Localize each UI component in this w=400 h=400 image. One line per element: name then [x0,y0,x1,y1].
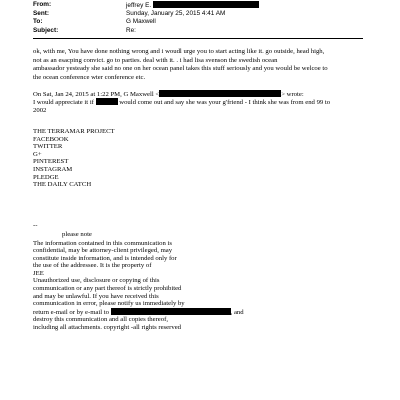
redaction-block [96,98,118,105]
quote-line-1 [33,98,330,107]
quote-intro-suffix: > wrote: [281,90,304,98]
signature-line: PLEDGE [33,173,59,181]
to-value: G Maxwell [126,18,156,26]
sent-row [33,10,393,19]
quote-line-1-prefix: I would appreciate it if [33,99,94,106]
signature-line: INSTAGRAM [33,165,73,173]
signature-block [33,128,115,189]
disclaimer-line: The information contained in this communication is [33,239,172,247]
redaction-block [111,308,231,315]
signature-line: THE TERRAMAR PROJECT [33,128,115,135]
disclaimer-line: Unauthorized use, disclosure or copying of this [33,277,160,285]
disclaimer-email-suffix: , and [230,308,244,316]
to-row [33,18,393,27]
from-name: jeffrey E. [126,2,152,9]
to-label: To: [33,18,43,26]
sent-label: Sent: [33,9,49,17]
disclaimer-email-prefix: return e-mail or by e-mail to [33,308,109,316]
disclaimer-line: including all attachments. copyright -all rights reserved [33,324,182,332]
header-divider [33,38,363,39]
body-line-4: the ocean conference wter conference etc. [33,73,146,81]
signature-line: THE DAILY CATCH [33,181,92,189]
quote-intro-prefix: On Sat, Jan 24, 2015 at 1:22 PM, G Maxwell < [33,90,160,98]
disclaimer-email-line [33,308,244,317]
disclaimer-block [33,240,244,332]
redaction-block [159,90,281,97]
subject-label: Subject: [33,26,59,34]
disclaimer-note: please note [62,230,92,238]
disclaimer-line: and may be unlawful. If you have received this [33,292,159,300]
disclaimer-line: communication in error, please notify us immediately by [33,300,185,308]
body-line-2: not as an esacping convict. go to parties. deal with it. . i had lisa svenson the swedish ocean [33,56,278,64]
redaction-block [153,1,259,8]
quote-line-2: 2002 [33,106,47,114]
signature-line: PINTEREST [33,158,69,166]
disclaimer-line: confidential, may be attorney-client privileged, may [33,247,173,255]
disclaimer-line: constitute inside information, and is intended only for [33,254,177,262]
subject-row [33,27,393,36]
disclaimer-line: JEE [33,269,44,277]
signature-line: G+ [33,150,42,158]
quote-line-1-suffix: would come out and say she was your g'friend - I think she was from end 99 to [119,99,331,106]
sent-value: Sunday, January 25, 2015 4:41 AM [126,9,226,17]
body-line-3: ambassador yesteady she said no one on her ocean panel takes this stuff seriously and you would be welcoe to [33,65,328,72]
disclaimer-line: communication or any part thereof is strictly prohibited [33,285,182,293]
subject-value: Re: [126,26,136,34]
signature-line: FACEBOOK [33,135,69,143]
from-label: From: [33,1,52,8]
disclaimer-line: the use of the addressee. It is the property of [33,262,152,270]
email-header [33,1,393,35]
disclaimer-line: destroy this communication and all copies thereof, [33,316,169,324]
disclaimer-dashes: -- [33,222,38,229]
signature-line: TWITTER [33,143,63,151]
from-row [33,1,393,10]
body-line-1: ok, with me, You have done nothing wrong and i woudl urge you to start acting like it. go outside, head high, [33,48,325,55]
